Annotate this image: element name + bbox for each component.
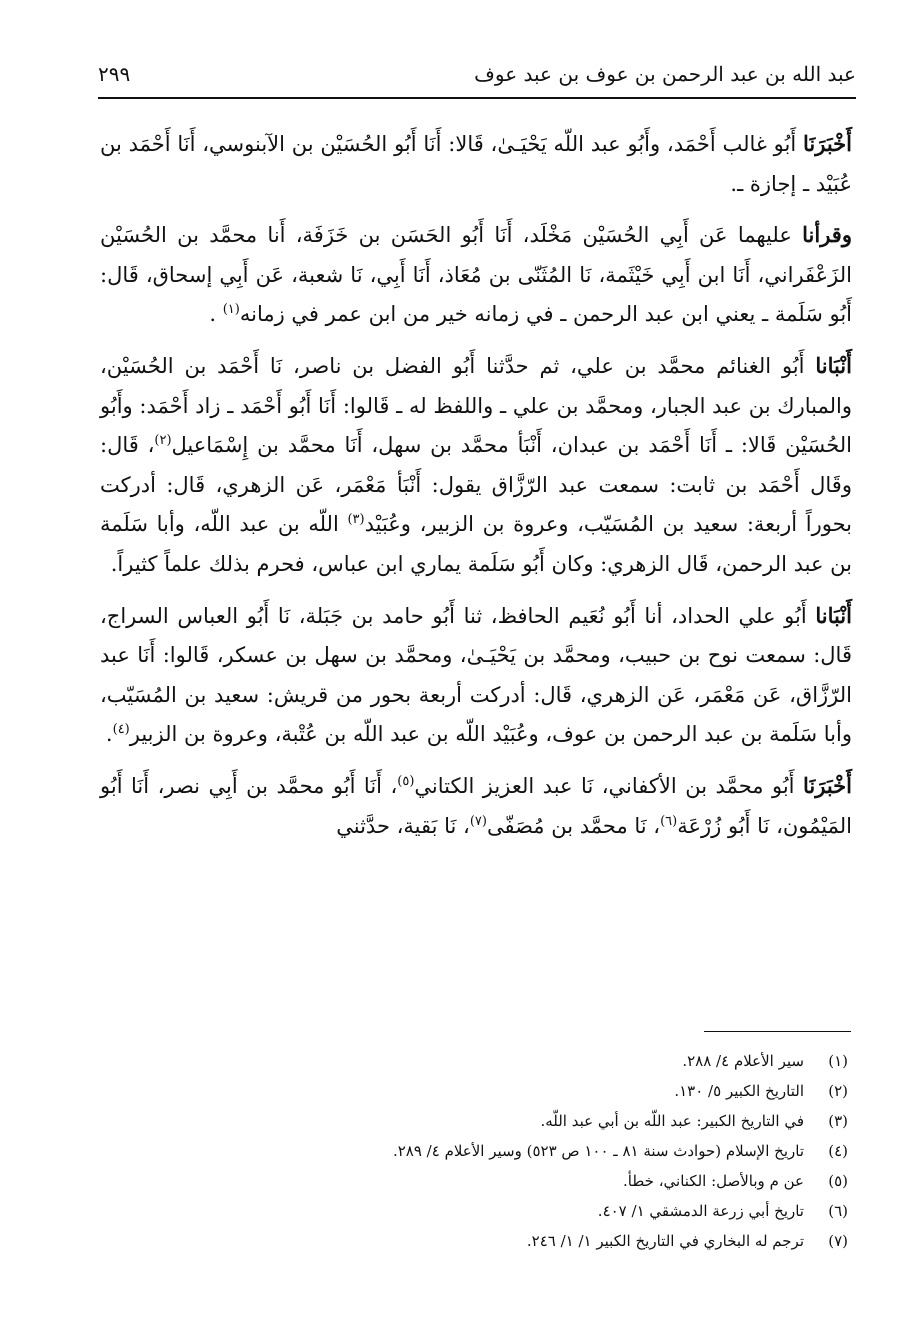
footnote-number: (٣) <box>828 1112 848 1130</box>
footnote-ref-2[interactable]: (٢) <box>154 433 172 449</box>
footnote-text: في التاريخ الكبير: عبد اللّه بن أبي عبد اللّه. <box>540 1112 804 1130</box>
footnote-ref-1[interactable]: (١) <box>222 302 240 318</box>
page-header <box>98 58 856 98</box>
footnote-number: (٧) <box>828 1232 848 1250</box>
paragraph-lead-word: أَخْبَرَنَا <box>803 772 852 798</box>
footnote-rule <box>704 1031 851 1032</box>
paragraph-text: ، نَا بَقية، حدَّثني <box>336 813 470 838</box>
paragraph-4 <box>100 596 852 755</box>
footnote-number: (٥) <box>828 1172 848 1190</box>
paragraph-text: أَبُو غالب أَحْمَد، وأَبُو عبد اللّه يَحْيَـىٰ، قَالا: أَنَا أَبُو الحُسَيْن بن الآبنوسي، أَنَا أَحْمَد بن عُبَيْد ـ إجازة ـ. <box>100 132 852 196</box>
footnote-text: تاريخ أبي زرعة الدمشقي ١/ ٤٠٧. <box>597 1202 804 1220</box>
footnote-number: (٦) <box>828 1202 848 1220</box>
footnote-text: التاريخ الكبير ٥/ ١٣٠. <box>674 1082 804 1100</box>
footnote-item <box>100 1106 848 1136</box>
paragraph-text: أَبُو علي الحداد، أنا أَبُو نُعَيم الحافظ، ثنا أَبُو حامد بن جَبَلة، نَا أَبُو العباس السراج، قَال: سمعت نوح بن حبيب، ومحمَّد بن يَحْيَـىٰ، ومحمَّد بن سهل بن عسكر، قَالوا: أَنَا عبد الرّزَّاق، عَن مَعْمَر، عَن الزهري، قَال: أدركت أربعة بحور من قريش: سعيد بن المُسَيّب، وأبا سَلَمة بن عبد الرحمن بن عوف، وعُبَيْد اللّه بن عبد اللّه بن عُتْبة، وعروة بن الزبير <box>100 603 852 747</box>
paragraph-text: عليهما عَن أَبِي الحُسَيْن مَخْلَد، أَنَا أَبُو الحَسَن بن خَزَفَة، أَنا محمَّد بن الحُسَيْن الزَعْفَراني، أَنَا ابن أَبِي خَيْثَمة، نَا المُثَنّى بن مُعَاذ، أَنَا أَبِي، نَا شعبة، عَن أَبِي إسحاق، قَال: أَبُو سَلَمة ـ يعني ابن عبد الرحمن ـ في زمانه خير من ابن عمر في زمانه <box>100 223 852 327</box>
footnote-item <box>100 1166 848 1196</box>
footnote-item <box>100 1076 848 1106</box>
paragraph-text: . <box>105 722 113 747</box>
body-text <box>100 124 852 857</box>
footnote-text: سير الأعلام ٤/ ٢٨٨. <box>682 1052 804 1070</box>
paragraph-text: اللّه بن عبد اللّه، وأبا سَلَمة بن عبد الرحمن، قَال الزهري: وكان أَبُو سَلَمة يماري ابن عباس، فحرم بذلك علماً كثيراً. <box>100 512 852 576</box>
footnote-ref-6[interactable]: (٦) <box>660 813 678 829</box>
paragraph-lead-word: أَنْبَانا <box>815 602 852 628</box>
footnote-text: عن م وبالأصل: الكناني، خطأ. <box>623 1172 804 1190</box>
footnote-item <box>100 1136 848 1166</box>
footnote-text: ترجم له البخاري في التاريخ الكبير ١/ ١/ ٢٤٦. <box>526 1232 804 1250</box>
paragraph-text: أَبُو الغنائم محمَّد بن علي، ثم حدَّثنا أَبُو الفضل بن ناصر، نَا أَحْمَد بن الحُسَيْن، والمبارك بن عبد الجبار، ومحمَّد بن علي ـ واللفظ له ـ قَالوا: أَنَا أَبُو أَحْمَد ـ زاد أَحْمَد: وأَبُو الحُسَيْن قَالا: ـ أَنَا أَحْمَد بن عبدان، أَنْبَأ محمَّد بن سهل، أَنَا محمَّد بن إِسْمَاعيل <box>100 353 852 458</box>
footnote-ref-4[interactable]: (٤) <box>112 722 130 738</box>
footnote-ref-3[interactable]: (٣) <box>347 512 365 528</box>
footnotes <box>100 1046 848 1256</box>
footnote-number: (١) <box>828 1052 848 1070</box>
paragraph-1 <box>100 124 852 204</box>
paragraph-text: ، نَا محمَّد بن مُصَفّى <box>486 813 661 838</box>
paragraph-text: ، أَنَا أَبُو محمَّد بن أَبِي نصر، أَنَا أَبُو المَيْمُون، نَا أَبُو زُرْعَة <box>100 773 852 838</box>
paragraph-text: ، قَال: وقَال أَحْمَد بن ثابت: سمعت عبد الرّزَّاق يقول: أَنْبَأ مَعْمَر، عَن الزهري، قَال: أدركت بحوراً أربعة: سعيد بن المُسَيّب، وعروة بن الزبير، وعُبَيْد <box>100 433 852 537</box>
footnote-text: تاريخ الإسلام (حوادث سنة ٨١ ـ ١٠٠ ص ٥٢٣) وسير الأعلام ٤/ ٢٨٩. <box>392 1142 804 1160</box>
paragraph-2 <box>100 215 852 335</box>
paragraph-3 <box>100 346 852 585</box>
footnote-ref-7[interactable]: (٧) <box>469 813 487 829</box>
footnote-ref-5[interactable]: (٥) <box>397 773 415 789</box>
paragraph-lead-word: أَنْبَانا <box>815 352 852 378</box>
page-number: ٢٩٩ <box>98 62 131 86</box>
paragraph-text: . <box>209 302 223 327</box>
footnote-item <box>100 1196 848 1226</box>
footnote-item <box>100 1046 848 1076</box>
paragraph-lead-word: أَخْبَرَنَا <box>803 131 852 156</box>
footnote-item <box>100 1226 848 1256</box>
footnote-number: (٤) <box>828 1142 848 1160</box>
footnote-number: (٢) <box>828 1082 848 1100</box>
paragraph-5 <box>100 766 852 846</box>
paragraph-text: أَبُو محمَّد بن الأكفاني، نَا عبد العزيز الكتاني <box>414 773 795 798</box>
running-title: عبد الله بن عبد الرحمن بن عوف بن عبد عوف <box>474 62 856 86</box>
paragraph-lead-word: وقرأنا <box>802 222 852 248</box>
header-rule <box>98 97 856 99</box>
